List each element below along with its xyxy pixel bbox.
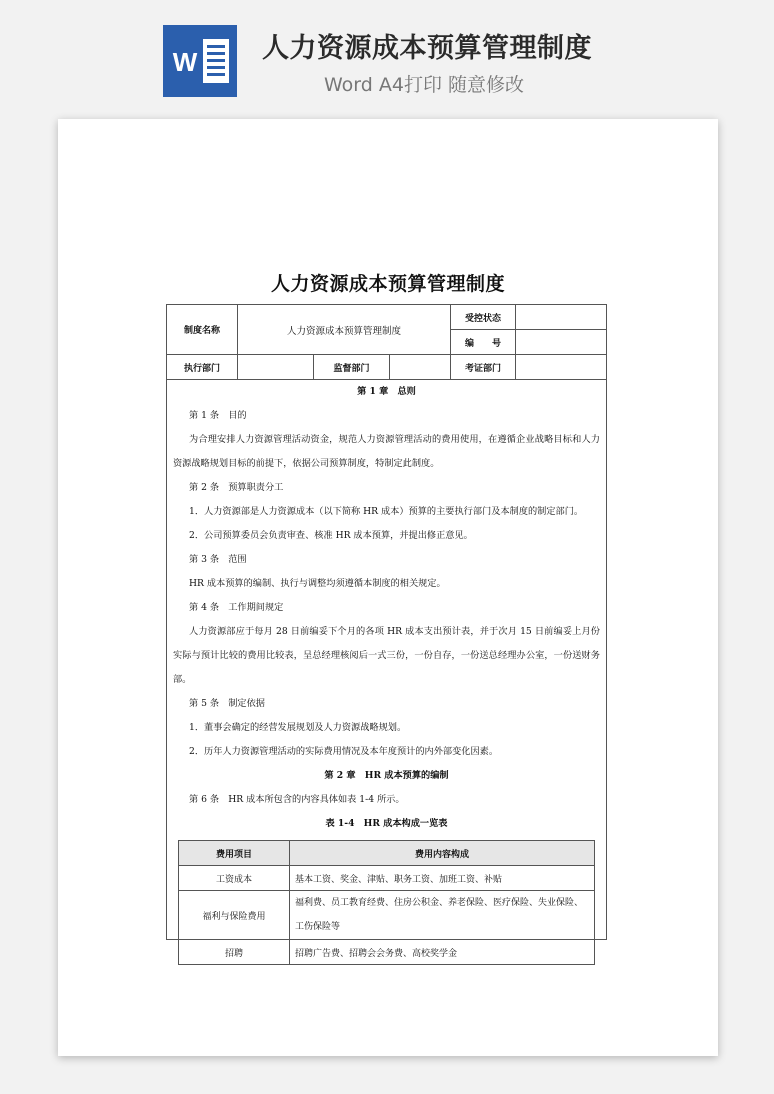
article-6-text: 第 6 条 HR 成本所包含的内容具体如表 1-4 所示。 [189,794,405,805]
cost-table [178,840,595,965]
article-3-title: 第 3 条 范围 [189,554,247,565]
table-cell: 基本工资、奖金、津贴、职务工资、加班工资、补贴 [290,866,595,891]
name-value: 人力资源成本预算管理制度 [238,305,451,355]
table-row [179,940,595,965]
number-value [516,330,607,355]
status-label: 受控状态 [451,305,516,330]
number-label: 编 号 [451,330,516,355]
table-row [179,891,595,940]
chapter-2-heading: 第 2 章 HR 成本预算的编制 [324,770,449,781]
table-cell: 福利费、员工教育经费、住房公积金、养老保险、医疗保险、失业保险、工伤保险等 [290,891,595,940]
table-header-cell: 费用内容构成 [290,841,595,866]
exec-label: 执行部门 [167,355,238,380]
article-1-title: 第 1 条 目的 [189,410,247,421]
document-frame [166,304,607,959]
document-title: 人力资源成本预算管理制度 [270,273,505,295]
article-5-item-2: 2．历年人力资源管理活动的实际费用情况及本年度预计的内外部变化因素。 [189,746,499,757]
header-banner [0,0,774,118]
word-icon [163,25,237,97]
chapter-1-heading: 第 1 章 总则 [357,386,416,397]
word-icon-letter: W [172,47,198,77]
article-5-item-1: 1．董事会确定的经营发展规划及人力资源战略规划。 [189,722,407,733]
banner-title: 人力资源成本预算管理制度 [262,33,592,64]
supervise-value [390,355,451,380]
article-5-title: 第 5 条 制定依据 [189,698,265,709]
article-4-text: 人力资源部应于每月 28 日前编妥下个月的各项 HR 成本支出预计表，并于次月 15 日前编妥上月份实际与预计比较的费用比较表，呈总经理核阅后一式三份，一份自存，一份送总经理办公室，一份送财务部。 [173,626,600,685]
table-cell: 福利与保险费用 [179,891,290,940]
table-header-row [179,841,595,866]
table-cell: 工资成本 [179,866,290,891]
banner-subtitle: Word A4打印 随意修改 [324,74,525,96]
verify-value [516,355,607,380]
exec-value [238,355,314,380]
name-label: 制度名称 [167,305,238,355]
article-2-title: 第 2 条 预算职责分工 [189,482,284,493]
document-page [58,119,718,1056]
article-3-text: HR 成本预算的编制、执行与调整均须遵循本制度的相关规定。 [189,578,446,589]
table-header-cell: 费用项目 [179,841,290,866]
document-body [167,380,606,965]
table-row [179,866,595,891]
status-value [516,305,607,330]
meta-table [167,305,606,380]
article-2-item-1: 1．人力资源部是人力资源成本（以下简称 HR 成本）预算的主要执行部门及本制度的制定部门。 [189,506,584,517]
article-4-title: 第 4 条 工作期间规定 [189,602,284,613]
table-caption: 表 1-4 HR 成本构成一览表 [325,818,448,829]
supervise-label: 监督部门 [314,355,390,380]
table-cell: 招聘广告费、招聘会会务费、高校奖学金 [290,940,595,965]
article-1-text: 为合理安排人力资源管理活动资金，规范人力资源管理活动的费用使用，在遵循企业战略目标和人力资源战略规划目标的前提下，依据公司预算制度，特制定此制度。 [173,434,600,469]
article-2-item-2: 2．公司预算委员会负责审查、核准 HR 成本预算，并提出修正意见。 [189,530,473,541]
table-cell: 招聘 [179,940,290,965]
verify-label: 考证部门 [451,355,516,380]
